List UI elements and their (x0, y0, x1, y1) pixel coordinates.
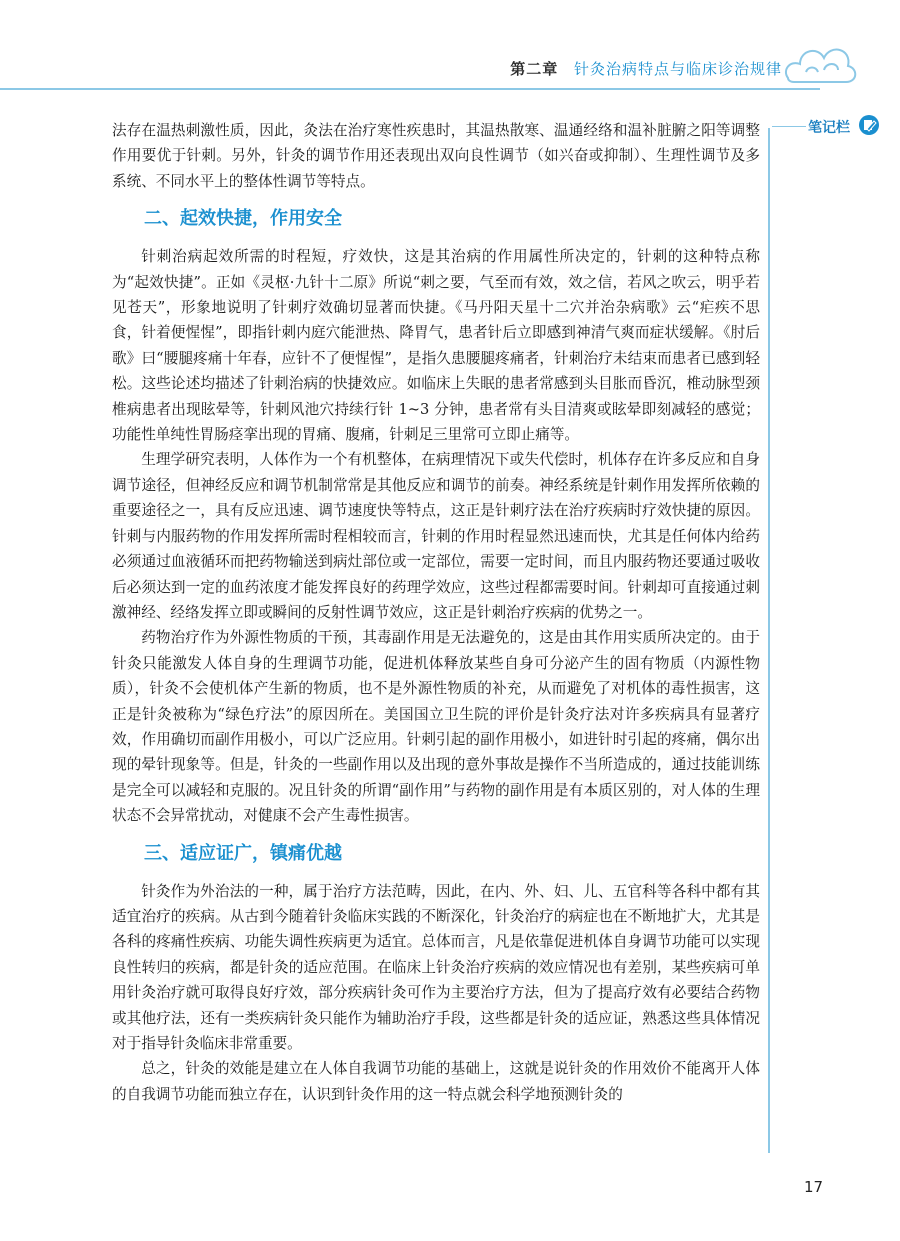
paragraph: 生理学研究表明，人体作为一个有机整体，在病理情况下或失代偿时，机体存在许多反应和自身调节途径，但神经反应和调节机制常常是其他反应和调节的前奏。神经系统是针刺作用发挥所依赖的重要途径之一，具有反应迅速、调节速度快等特点，这正是针刺疗法在治疗疾病时疗效快捷的原因。针刺与内服药物的作用发挥所需时程相较而言，针刺的作用时程显然迅速而快，尤其是任何体内给药必须通过血液循环而把药物输送到病灶部位或一定部位，需要一定时间，而且内服药物还要通过吸收后必须达到一定的血药浓度才能发挥良好的药理学效应，这些过程都需要时间。针刺却可直接通过刺激神经、经络发挥立即或瞬间的反射性调节效应，这正是针刺治疗疾病的优势之一。 (112, 451, 760, 621)
section-heading: 三、适应证广，镇痛优越 (144, 842, 342, 864)
main-text (112, 118, 760, 1107)
margin-rule (768, 128, 770, 1153)
notes-column-header (772, 114, 880, 140)
page-number: 17 (804, 1178, 824, 1196)
paragraph: 法存在温热刺激性质，因此，灸法在治疗寒性疾患时，其温热散寒、温通经络和温补脏腑之阳等调整作用要优于针刺。另外，针灸的调节作用还表现出双向良性调节（如兴奋或抑制）、生理性调节及多系统、不同水平上的整体性调节等特点。 (112, 122, 760, 190)
cloud-ornament-icon (780, 34, 860, 90)
running-head (510, 58, 782, 79)
header-rule (0, 88, 820, 90)
pencil-note-icon (858, 114, 880, 136)
chapter-label: 第二章 (510, 60, 559, 78)
paragraph: 药物治疗作为外源性物质的干预，其毒副作用是无法避免的，这是由其作用实质所决定的。由于针灸只能激发人体自身的生理调节功能，促进机体释放某些自身可分泌产生的固有物质（内源性物质），针灸不会使机体产生新的物质，也不是外源性物质的补充，从而避免了对机体的毒性损害，这正是针灸被称为“绿色疗法”的原因所在。美国国立卫生院的评价是针灸疗法对许多疾病具有显著疗效，作用确切而副作用极小，可以广泛应用。针刺引起的副作用极小，如进针时引起的疼痛，偶尔出现的晕针现象等。但是，针灸的一些副作用以及出现的意外事故是操作不当所造成的，通过技能训练是完全可以减轻和克服的。况且针灸的所谓“副作用”与药物的副作用是有本质区别的，对人体的生理状态不会异常扰动，对健康不会产生毒性损害。 (112, 629, 760, 825)
notes-tick (772, 126, 806, 127)
paragraph: 针灸作为外治法的一种，属于治疗方法范畴，因此，在内、外、妇、儿、五官科等各科中都有其适宜治疗的疾病。从古到今随着针灸临床实践的不断深化，针灸治疗的病症也在不断地扩大，尤其是各科的疼痛性疾病、功能失调性疾病更为适宜。总体而言，凡是依靠促进机体自身调节功能可以实现良性转归的疾病，都是针灸的适应范围。在临床上针灸治疗疾病的效应情况也有差别，某些疾病可单用针灸治疗就可取得良好疗效，部分疾病针灸可作为主要治疗方法，但为了提高疗效有必要结合药物或其他疗法，还有一类疾病针灸只能作为辅助治疗手段，这些都是针灸的适应证，熟悉这些具体情况对于指导针灸临床非常重要。 (112, 882, 760, 1052)
paragraph: 总之，针灸的效能是建立在人体自我调节功能的基础上，这就是说针灸的作用效价不能离开人体的自我调节功能而独立存在，认识到针灸作用的这一特点就会科学地预测针灸的 (112, 1060, 760, 1103)
page-header (0, 0, 900, 110)
notes-label: 笔记栏 (808, 120, 850, 136)
chapter-title: 针灸治病特点与临床诊治规律 (573, 60, 782, 78)
paragraph: 针刺治病起效所需的时程短，疗效快，这是其治病的作用属性所决定的，针刺的这种特点称为“起效快捷”。正如《灵枢·九针十二原》所说“刺之要，气至而有效，效之信，若风之吹云，明乎若见苍天”，形象地说明了针刺疗效确切显著而快捷。《马丹阳天星十二穴并治杂病歌》云“疟疾不思食，针着便惺惺”，即指针刺内庭穴能泄热、降胃气，患者针后立即感到神清气爽而症状缓解。《肘后歌》曰“腰腿疼痛十年春，应针不了便惺惺”，是指久患腰腿疼痛者，针刺治疗未结束而患者已感到轻松。这些论述均描述了针刺治病的快捷效应。如临床上失眠的患者常感到头目胀而昏沉，椎动脉型颈椎病患者出现眩晕等，针刺风池穴持续行针 1~3 分钟，患者常有头目清爽或眩晕即刻减轻的感觉；功能性单纯性胃肠痉挛出现的胃痛、腹痛，针刺足三里常可立即止痛等。 (112, 248, 760, 444)
section-heading: 二、起效快捷，作用安全 (144, 208, 342, 230)
